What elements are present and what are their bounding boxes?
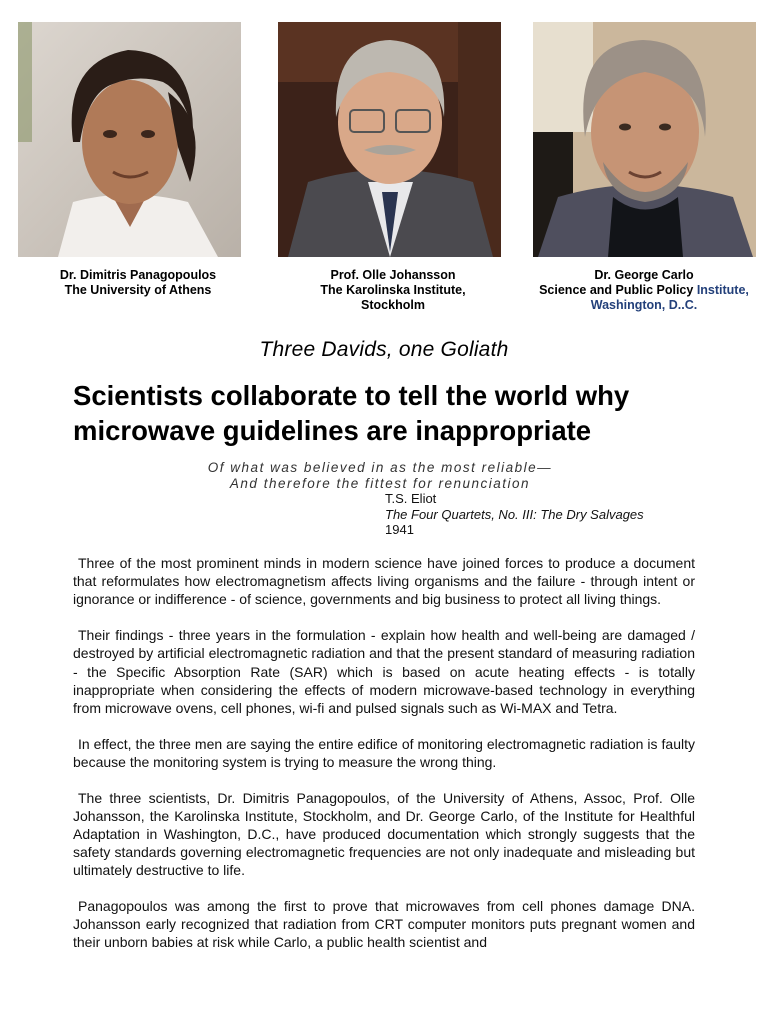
epigraph-line: Of what was believed in as the most reliable— [207, 460, 553, 475]
caption-carlo [527, 268, 761, 313]
article-body [73, 554, 695, 969]
caption-johansson [293, 268, 493, 313]
caption-name: Dr. Dimitris Panagopoulos [59, 268, 217, 282]
body-paragraph: In effect, the three men are saying the entire edifice of monitoring electromagnetic radiation is faulty because the monitoring system is trying to measure the wrong thing. [73, 735, 695, 770]
caption-name: Prof. Olle Johansson [330, 268, 456, 282]
caption-affiliation: The Karolinska Institute, [320, 283, 466, 297]
attribution-year: 1941 [385, 522, 414, 537]
body-paragraph: The three scientists, Dr. Dimitris Panagopoulos, of the University of Athens, Assoc, Prof. Olle Johansson, the Karolinska Institute, Stockholm, and Dr. George Carlo, of the Institute for Healthful Adaptation in Washington, D.C., have produced documentation which strongly suggests that the safety standards governing electromagnetic frequencies are not only inadequate and misleading but ultimately destructive to life. [73, 789, 695, 879]
caption-location: Washington, D..C. [590, 298, 698, 312]
photo-carlo [533, 22, 756, 257]
photo-panagopoulos [18, 22, 241, 257]
caption-name: Dr. George Carlo [594, 268, 694, 282]
attribution-author: T.S. Eliot [385, 491, 437, 506]
photo-johansson [278, 22, 501, 257]
epigraph-line: And therefore the fittest for renunciation [229, 476, 531, 491]
article-headline: Scientists collaborate to tell the world why microwave guidelines are inappropriate [73, 380, 630, 446]
caption-panagopoulos [38, 268, 238, 298]
caption-affiliation-a: Science and Public Policy [539, 283, 694, 297]
article-subtitle: Three Davids, one Goliath [259, 338, 509, 361]
body-paragraph: Panagopoulos was among the first to prove that microwaves from cell phones damage DNA. Johansson early recognized that radiation from CRT computer monitors puts pregnant women and their unborn babies at risk while Carlo, a public health scientist and [73, 898, 695, 951]
caption-affiliation-line [527, 283, 761, 298]
caption-location: Stockholm [361, 298, 425, 312]
epigraph-attribution [385, 491, 644, 538]
body-paragraph: Three of the most prominent minds in modern science have joined forces to produce a document that reformulates how electromagnetism affects living organisms and the failure - through intent or ignorance or indifference - of science, governments and big business to protect all living things. [73, 555, 695, 608]
attribution-work: The Four Quartets, No. III: The Dry Salvages [385, 506, 644, 522]
body-paragraph: Their findings - three years in the formulation - explain how health and well-being are damaged / destroyed by artificial electromagnetic radiation and that the present standard of measuring radiation - the Specific Absorption Rate (SAR) which is based on acute heating effects - is totally inappropriate when considering the effects of modern microwave-based technology in everything from microwave ovens, cell phones, wi-fi and pulsed signals such as Wi-MAX and Tetra. [73, 627, 695, 716]
caption-affiliation: The University of Athens [64, 283, 212, 297]
epigraph [180, 460, 580, 492]
caption-affiliation-b: Institute, [696, 283, 749, 297]
